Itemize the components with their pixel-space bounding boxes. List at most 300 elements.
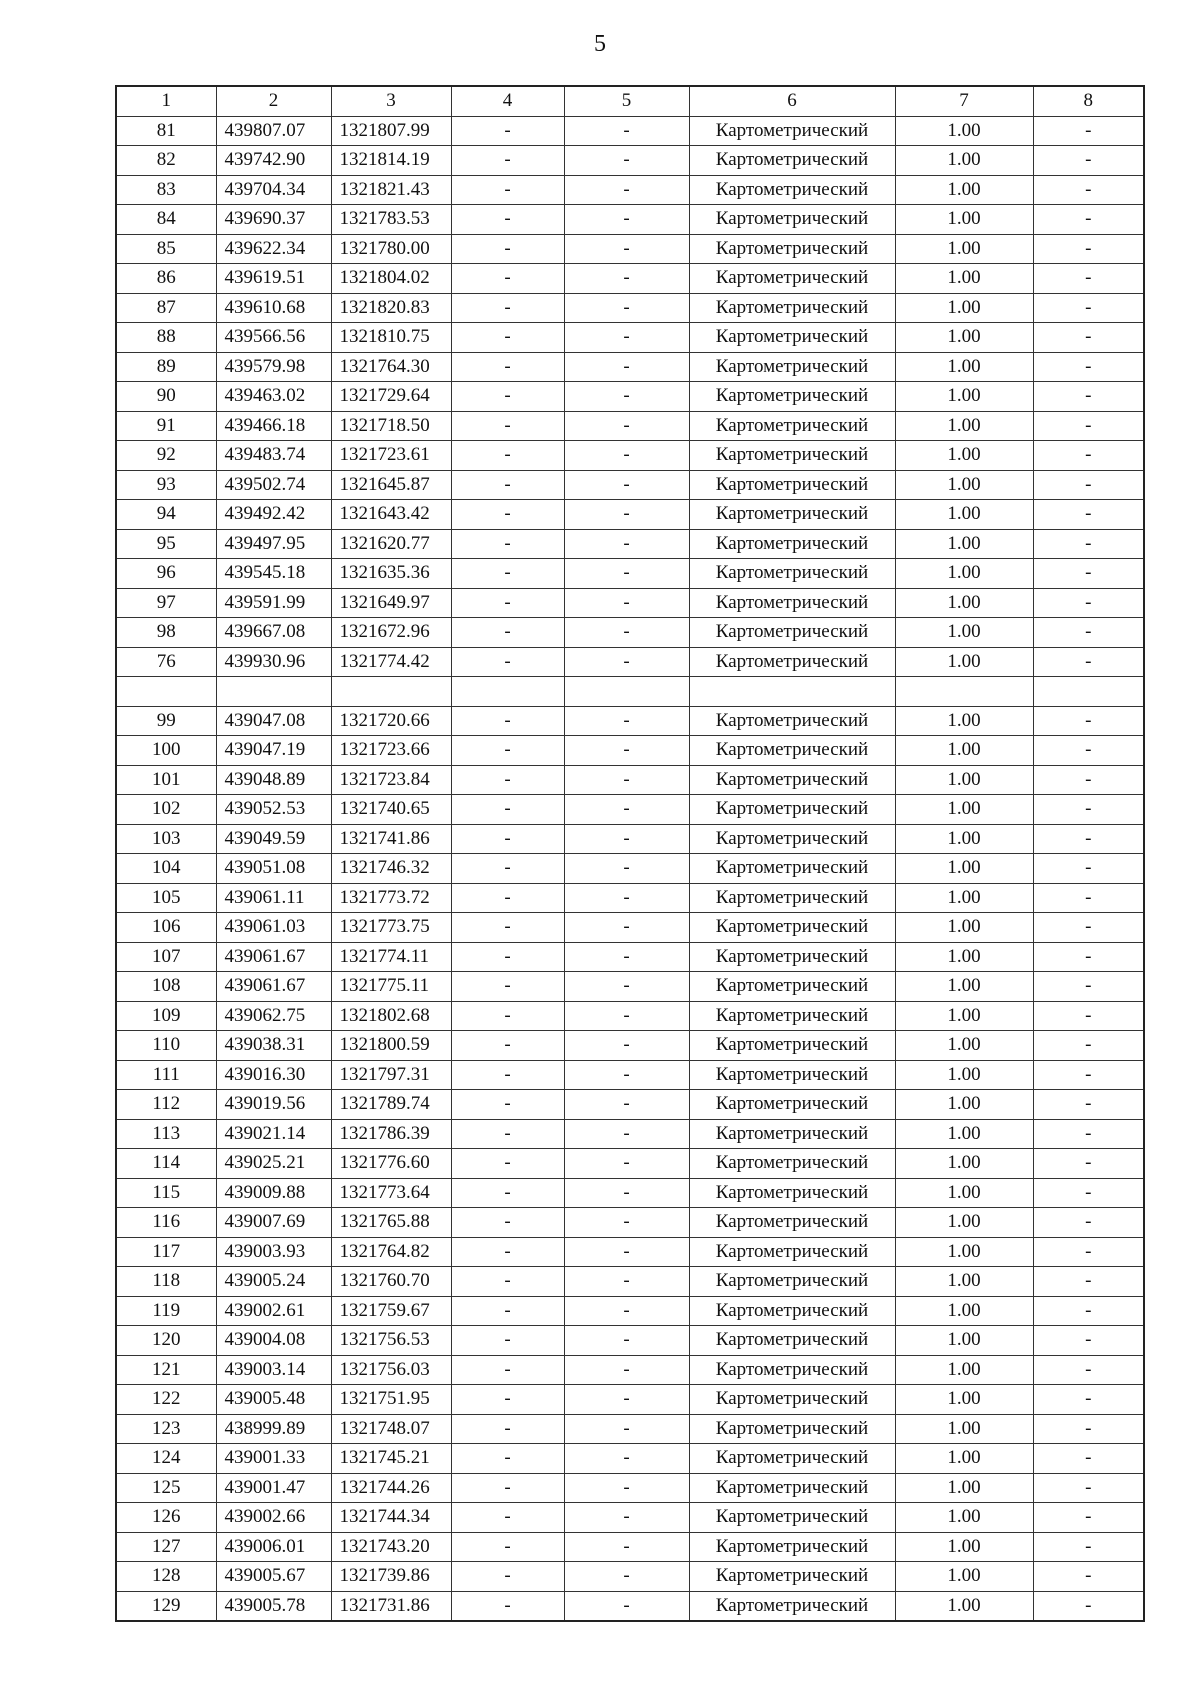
cell-y-coordinate: 1321645.87: [331, 470, 451, 500]
cell-col-5: -: [564, 1060, 689, 1090]
cell-col-8: -: [1033, 1119, 1144, 1149]
cell-col-4: -: [451, 1503, 564, 1533]
table-row: [116, 1267, 1144, 1297]
cell-x-coordinate: 439051.08: [216, 854, 331, 884]
cell-x-coordinate: 439049.59: [216, 824, 331, 854]
cell-point-number: 92: [116, 441, 216, 471]
cell-y-coordinate: 1321783.53: [331, 205, 451, 235]
cell-method: Картометрический: [689, 942, 895, 972]
table-row: [116, 323, 1144, 353]
cell-point-number: 87: [116, 293, 216, 323]
cell-point-number: 99: [116, 706, 216, 736]
table-row: [116, 1591, 1144, 1621]
cell-x-coordinate: 439003.14: [216, 1355, 331, 1385]
cell-accuracy: 1.00: [895, 1208, 1033, 1238]
cell-col-5: -: [564, 352, 689, 382]
cell-y-coordinate: 1321731.86: [331, 1591, 451, 1621]
table-row: [116, 1503, 1144, 1533]
cell-x-coordinate: 439463.02: [216, 382, 331, 412]
cell-col-4: -: [451, 1060, 564, 1090]
table-row: [116, 529, 1144, 559]
table-row: [116, 1355, 1144, 1385]
cell-col-4: -: [451, 736, 564, 766]
cell-y-coordinate: 1321643.42: [331, 500, 451, 530]
cell-col-5: -: [564, 1355, 689, 1385]
cell-point-number: [116, 677, 216, 707]
cell-col-4: -: [451, 323, 564, 353]
cell-point-number: 82: [116, 146, 216, 176]
cell-x-coordinate: 439566.56: [216, 323, 331, 353]
cell-col-4: -: [451, 264, 564, 294]
cell-x-coordinate: 439579.98: [216, 352, 331, 382]
cell-col-8: -: [1033, 736, 1144, 766]
cell-point-number: 106: [116, 913, 216, 943]
cell-accuracy: 1.00: [895, 1090, 1033, 1120]
table-row: [116, 1237, 1144, 1267]
cell-method: Картометрический: [689, 972, 895, 1002]
cell-col-8: -: [1033, 1149, 1144, 1179]
cell-col-8: -: [1033, 795, 1144, 825]
cell-col-8: -: [1033, 1503, 1144, 1533]
cell-point-number: 93: [116, 470, 216, 500]
cell-col-5: -: [564, 323, 689, 353]
cell-x-coordinate: 439025.21: [216, 1149, 331, 1179]
table-body: [116, 116, 1144, 1621]
cell-col-4: -: [451, 470, 564, 500]
cell-accuracy: 1.00: [895, 1031, 1033, 1061]
cell-point-number: 102: [116, 795, 216, 825]
cell-y-coordinate: 1321741.86: [331, 824, 451, 854]
cell-point-number: 97: [116, 588, 216, 618]
cell-x-coordinate: 439007.69: [216, 1208, 331, 1238]
cell-col-4: -: [451, 1208, 564, 1238]
cell-y-coordinate: 1321635.36: [331, 559, 451, 589]
cell-y-coordinate: 1321775.11: [331, 972, 451, 1002]
cell-col-8: -: [1033, 382, 1144, 412]
cell-accuracy: 1.00: [895, 1414, 1033, 1444]
cell-point-number: 113: [116, 1119, 216, 1149]
cell-col-8: -: [1033, 1355, 1144, 1385]
cell-accuracy: [895, 677, 1033, 707]
cell-y-coordinate: 1321729.64: [331, 382, 451, 412]
table-row: [116, 1119, 1144, 1149]
cell-method: Картометрический: [689, 824, 895, 854]
cell-point-number: 89: [116, 352, 216, 382]
table-row: [116, 559, 1144, 589]
table-row: [116, 1532, 1144, 1562]
cell-x-coordinate: 439048.89: [216, 765, 331, 795]
cell-method: Картометрический: [689, 470, 895, 500]
cell-col-5: -: [564, 883, 689, 913]
cell-y-coordinate: 1321774.11: [331, 942, 451, 972]
table-row: [116, 677, 1144, 707]
cell-x-coordinate: 439021.14: [216, 1119, 331, 1149]
cell-method: Картометрический: [689, 323, 895, 353]
cell-method: Картометрический: [689, 1060, 895, 1090]
cell-col-5: -: [564, 559, 689, 589]
table-row: [116, 116, 1144, 146]
cell-col-8: -: [1033, 1267, 1144, 1297]
cell-col-5: -: [564, 942, 689, 972]
cell-col-5: -: [564, 1031, 689, 1061]
cell-y-coordinate: 1321759.67: [331, 1296, 451, 1326]
table-row: [116, 1444, 1144, 1474]
cell-x-coordinate: 439002.66: [216, 1503, 331, 1533]
cell-point-number: 101: [116, 765, 216, 795]
table-header-row: [116, 86, 1144, 116]
cell-col-8: -: [1033, 706, 1144, 736]
table-row: [116, 500, 1144, 530]
cell-col-4: -: [451, 1119, 564, 1149]
cell-col-4: -: [451, 1149, 564, 1179]
cell-point-number: 88: [116, 323, 216, 353]
cell-point-number: 125: [116, 1473, 216, 1503]
cell-point-number: 86: [116, 264, 216, 294]
cell-col-4: [451, 677, 564, 707]
cell-y-coordinate: 1321723.61: [331, 441, 451, 471]
cell-accuracy: 1.00: [895, 1355, 1033, 1385]
cell-x-coordinate: 439690.37: [216, 205, 331, 235]
cell-point-number: 109: [116, 1001, 216, 1031]
cell-x-coordinate: 439704.34: [216, 175, 331, 205]
cell-x-coordinate: 439061.03: [216, 913, 331, 943]
cell-y-coordinate: 1321804.02: [331, 264, 451, 294]
cell-method: Картометрический: [689, 175, 895, 205]
cell-x-coordinate: 439009.88: [216, 1178, 331, 1208]
cell-point-number: 116: [116, 1208, 216, 1238]
cell-col-5: -: [564, 1237, 689, 1267]
cell-y-coordinate: 1321649.97: [331, 588, 451, 618]
cell-accuracy: 1.00: [895, 1326, 1033, 1356]
cell-accuracy: 1.00: [895, 736, 1033, 766]
cell-point-number: 105: [116, 883, 216, 913]
cell-col-8: -: [1033, 913, 1144, 943]
table-row: [116, 588, 1144, 618]
column-header-2: 2: [216, 86, 331, 116]
cell-col-8: -: [1033, 1562, 1144, 1592]
cell-col-5: -: [564, 234, 689, 264]
cell-col-8: -: [1033, 175, 1144, 205]
column-header-3: 3: [331, 86, 451, 116]
cell-col-8: -: [1033, 824, 1144, 854]
cell-y-coordinate: 1321720.66: [331, 706, 451, 736]
cell-col-5: -: [564, 1444, 689, 1474]
cell-accuracy: 1.00: [895, 1001, 1033, 1031]
cell-y-coordinate: 1321821.43: [331, 175, 451, 205]
cell-point-number: 83: [116, 175, 216, 205]
cell-col-4: -: [451, 116, 564, 146]
cell-col-8: -: [1033, 411, 1144, 441]
cell-col-8: -: [1033, 647, 1144, 677]
table-row: [116, 1031, 1144, 1061]
cell-col-8: -: [1033, 559, 1144, 589]
cell-col-4: -: [451, 1414, 564, 1444]
cell-point-number: 76: [116, 647, 216, 677]
cell-x-coordinate: 439001.33: [216, 1444, 331, 1474]
cell-col-5: -: [564, 264, 689, 294]
cell-point-number: 84: [116, 205, 216, 235]
cell-accuracy: 1.00: [895, 1296, 1033, 1326]
cell-col-4: -: [451, 1532, 564, 1562]
cell-col-8: -: [1033, 1060, 1144, 1090]
cell-method: Картометрический: [689, 1031, 895, 1061]
cell-accuracy: 1.00: [895, 942, 1033, 972]
cell-col-8: -: [1033, 116, 1144, 146]
cell-col-8: -: [1033, 883, 1144, 913]
cell-accuracy: 1.00: [895, 647, 1033, 677]
cell-x-coordinate: [216, 677, 331, 707]
cell-col-5: -: [564, 382, 689, 412]
cell-x-coordinate: 439006.01: [216, 1532, 331, 1562]
cell-method: Картометрический: [689, 1444, 895, 1474]
cell-method: Картометрический: [689, 264, 895, 294]
cell-y-coordinate: 1321723.66: [331, 736, 451, 766]
cell-x-coordinate: 439052.53: [216, 795, 331, 825]
cell-y-coordinate: 1321751.95: [331, 1385, 451, 1415]
cell-col-5: -: [564, 1119, 689, 1149]
cell-method: Картометрический: [689, 352, 895, 382]
table-row: [116, 824, 1144, 854]
cell-accuracy: 1.00: [895, 1532, 1033, 1562]
cell-col-4: -: [451, 293, 564, 323]
cell-col-5: -: [564, 1149, 689, 1179]
cell-col-5: -: [564, 529, 689, 559]
cell-point-number: 94: [116, 500, 216, 530]
cell-point-number: 126: [116, 1503, 216, 1533]
cell-method: Картометрический: [689, 1178, 895, 1208]
cell-accuracy: 1.00: [895, 352, 1033, 382]
cell-point-number: 108: [116, 972, 216, 1002]
cell-y-coordinate: 1321773.72: [331, 883, 451, 913]
cell-col-5: -: [564, 293, 689, 323]
table-row: [116, 1562, 1144, 1592]
cell-col-4: -: [451, 1591, 564, 1621]
cell-method: Картометрический: [689, 736, 895, 766]
cell-col-4: -: [451, 942, 564, 972]
cell-accuracy: 1.00: [895, 234, 1033, 264]
cell-method: Картометрический: [689, 293, 895, 323]
cell-x-coordinate: 439061.67: [216, 972, 331, 1002]
cell-col-8: -: [1033, 854, 1144, 884]
cell-col-5: -: [564, 913, 689, 943]
cell-x-coordinate: 439047.08: [216, 706, 331, 736]
cell-accuracy: 1.00: [895, 470, 1033, 500]
cell-col-8: -: [1033, 470, 1144, 500]
cell-method: Картометрический: [689, 1414, 895, 1444]
cell-col-4: -: [451, 824, 564, 854]
table-row: [116, 1090, 1144, 1120]
cell-accuracy: 1.00: [895, 1149, 1033, 1179]
cell-col-8: -: [1033, 588, 1144, 618]
cell-col-8: -: [1033, 1001, 1144, 1031]
coordinates-table: [115, 85, 1145, 1622]
cell-method: Картометрический: [689, 1296, 895, 1326]
cell-col-5: -: [564, 765, 689, 795]
cell-col-5: [564, 677, 689, 707]
cell-col-8: -: [1033, 1296, 1144, 1326]
table-row: [116, 1178, 1144, 1208]
cell-y-coordinate: 1321780.00: [331, 234, 451, 264]
cell-y-coordinate: 1321807.99: [331, 116, 451, 146]
cell-accuracy: 1.00: [895, 323, 1033, 353]
cell-x-coordinate: 439930.96: [216, 647, 331, 677]
cell-col-4: -: [451, 913, 564, 943]
cell-method: Картометрический: [689, 1532, 895, 1562]
table-row: [116, 972, 1144, 1002]
cell-point-number: 90: [116, 382, 216, 412]
cell-x-coordinate: 439619.51: [216, 264, 331, 294]
cell-y-coordinate: 1321765.88: [331, 1208, 451, 1238]
cell-point-number: 128: [116, 1562, 216, 1592]
cell-method: Картометрический: [689, 1562, 895, 1592]
column-header-8: 8: [1033, 86, 1144, 116]
cell-col-5: -: [564, 1562, 689, 1592]
cell-col-4: -: [451, 1326, 564, 1356]
cell-method: Картометрический: [689, 1503, 895, 1533]
cell-point-number: 111: [116, 1060, 216, 1090]
cell-accuracy: 1.00: [895, 854, 1033, 884]
table-row: [116, 618, 1144, 648]
cell-col-4: -: [451, 1473, 564, 1503]
cell-method: Картометрический: [689, 647, 895, 677]
cell-x-coordinate: 439061.67: [216, 942, 331, 972]
cell-y-coordinate: 1321820.83: [331, 293, 451, 323]
cell-col-5: -: [564, 854, 689, 884]
cell-accuracy: 1.00: [895, 116, 1033, 146]
cell-y-coordinate: 1321740.65: [331, 795, 451, 825]
cell-col-8: -: [1033, 1326, 1144, 1356]
cell-col-4: -: [451, 441, 564, 471]
cell-col-5: -: [564, 470, 689, 500]
cell-col-4: -: [451, 1562, 564, 1592]
cell-method: Картометрический: [689, 1473, 895, 1503]
cell-y-coordinate: [331, 677, 451, 707]
table-row: [116, 352, 1144, 382]
table-row: [116, 795, 1144, 825]
cell-col-4: -: [451, 647, 564, 677]
cell-col-5: -: [564, 795, 689, 825]
cell-accuracy: 1.00: [895, 205, 1033, 235]
cell-point-number: 85: [116, 234, 216, 264]
cell-col-4: -: [451, 382, 564, 412]
cell-col-8: -: [1033, 1473, 1144, 1503]
column-header-4: 4: [451, 86, 564, 116]
cell-col-4: -: [451, 146, 564, 176]
cell-accuracy: 1.00: [895, 883, 1033, 913]
table-row: [116, 293, 1144, 323]
cell-method: [689, 677, 895, 707]
cell-y-coordinate: 1321620.77: [331, 529, 451, 559]
cell-x-coordinate: 439047.19: [216, 736, 331, 766]
cell-method: Картометрический: [689, 382, 895, 412]
cell-col-4: -: [451, 352, 564, 382]
cell-col-8: -: [1033, 1591, 1144, 1621]
cell-point-number: 95: [116, 529, 216, 559]
cell-x-coordinate: 439005.48: [216, 1385, 331, 1415]
cell-col-5: -: [564, 116, 689, 146]
cell-method: Картометрический: [689, 1119, 895, 1149]
cell-col-8: -: [1033, 1178, 1144, 1208]
cell-col-8: -: [1033, 1414, 1144, 1444]
cell-col-4: -: [451, 175, 564, 205]
cell-x-coordinate: 439492.42: [216, 500, 331, 530]
cell-col-5: -: [564, 1591, 689, 1621]
cell-col-5: -: [564, 824, 689, 854]
cell-y-coordinate: 1321744.26: [331, 1473, 451, 1503]
cell-col-8: -: [1033, 1444, 1144, 1474]
cell-method: Картометрический: [689, 854, 895, 884]
table-row: [116, 883, 1144, 913]
cell-method: Картометрический: [689, 1001, 895, 1031]
cell-method: Картометрический: [689, 559, 895, 589]
cell-col-4: -: [451, 1178, 564, 1208]
cell-y-coordinate: 1321744.34: [331, 1503, 451, 1533]
cell-col-5: -: [564, 1267, 689, 1297]
cell-point-number: 110: [116, 1031, 216, 1061]
cell-col-5: -: [564, 706, 689, 736]
cell-method: Картометрический: [689, 234, 895, 264]
cell-point-number: 115: [116, 1178, 216, 1208]
cell-y-coordinate: 1321776.60: [331, 1149, 451, 1179]
cell-y-coordinate: 1321773.75: [331, 913, 451, 943]
cell-col-4: -: [451, 1237, 564, 1267]
cell-accuracy: 1.00: [895, 1237, 1033, 1267]
cell-x-coordinate: 439807.07: [216, 116, 331, 146]
cell-col-5: -: [564, 175, 689, 205]
cell-col-8: -: [1033, 146, 1144, 176]
cell-accuracy: 1.00: [895, 559, 1033, 589]
cell-col-8: -: [1033, 1385, 1144, 1415]
cell-col-8: -: [1033, 765, 1144, 795]
cell-accuracy: 1.00: [895, 500, 1033, 530]
table-row: [116, 382, 1144, 412]
cell-col-8: -: [1033, 1532, 1144, 1562]
cell-y-coordinate: 1321760.70: [331, 1267, 451, 1297]
cell-accuracy: 1.00: [895, 1503, 1033, 1533]
cell-method: Картометрический: [689, 116, 895, 146]
cell-accuracy: 1.00: [895, 146, 1033, 176]
cell-method: Картометрический: [689, 500, 895, 530]
cell-y-coordinate: 1321789.74: [331, 1090, 451, 1120]
cell-x-coordinate: 439610.68: [216, 293, 331, 323]
cell-method: Картометрический: [689, 411, 895, 441]
table-row: [116, 264, 1144, 294]
cell-col-5: -: [564, 1296, 689, 1326]
cell-col-8: -: [1033, 441, 1144, 471]
cell-point-number: 123: [116, 1414, 216, 1444]
cell-x-coordinate: 439003.93: [216, 1237, 331, 1267]
cell-col-4: -: [451, 1296, 564, 1326]
table-row: [116, 441, 1144, 471]
table-row: [116, 205, 1144, 235]
cell-col-5: -: [564, 1473, 689, 1503]
cell-x-coordinate: 439545.18: [216, 559, 331, 589]
cell-method: Картометрический: [689, 1267, 895, 1297]
table-row: [116, 1296, 1144, 1326]
table-row: [116, 647, 1144, 677]
cell-method: Картометрический: [689, 1208, 895, 1238]
cell-col-4: -: [451, 854, 564, 884]
cell-method: Картометрический: [689, 205, 895, 235]
cell-col-4: -: [451, 706, 564, 736]
cell-col-8: -: [1033, 293, 1144, 323]
cell-accuracy: 1.00: [895, 1119, 1033, 1149]
cell-method: Картометрический: [689, 1149, 895, 1179]
cell-col-5: -: [564, 647, 689, 677]
table-row: [116, 942, 1144, 972]
cell-method: Картометрический: [689, 795, 895, 825]
cell-col-4: -: [451, 1444, 564, 1474]
